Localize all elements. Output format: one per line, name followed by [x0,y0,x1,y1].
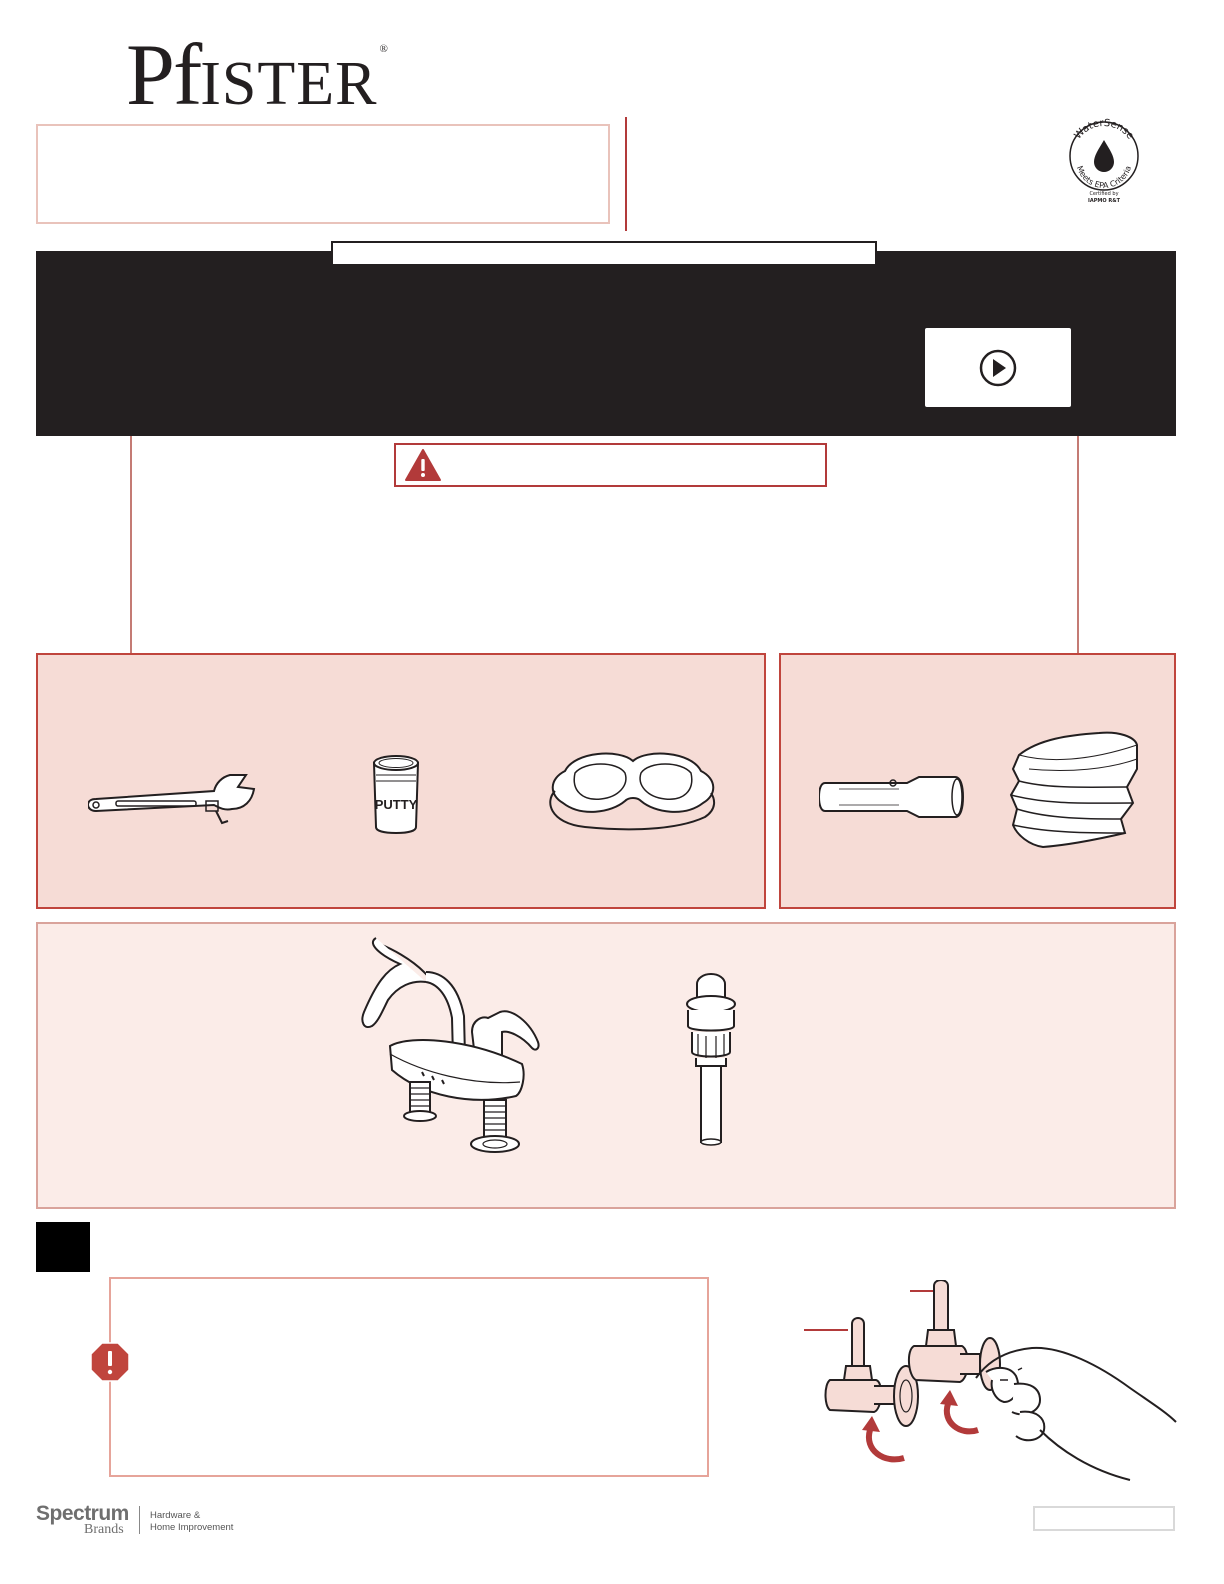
step-number-badge [36,1222,90,1272]
model-info-box [36,124,610,224]
warning-triangle-icon [404,448,442,482]
brand-logo: PfISTER® [126,27,388,124]
exclamation-octagon-icon [90,1342,130,1382]
document-number-box [1033,1506,1175,1531]
division-label: Hardware & Home Improvement [150,1510,234,1533]
connector-line-left [130,436,132,654]
certified-by-label: Certified by [1089,191,1119,197]
watersense-badge [1064,116,1144,206]
warning-box [394,443,827,487]
recommended-tools-panel [36,653,766,909]
putty-jar-icon [368,753,424,835]
note-box [109,1277,709,1477]
certifier-label: IAPMO R&T [1088,198,1120,204]
watch-video-button[interactable] [925,328,1071,407]
putty-label: PUTTY [374,797,418,812]
water-drop-icon [1094,140,1114,172]
header-divider [625,117,627,231]
adjustable-wrench-icon [88,761,258,831]
faucet-icon [352,936,552,1158]
flashlight-icon [819,773,965,821]
shutoff-valves-illustration [800,1280,1180,1490]
play-icon [978,348,1018,388]
spectrum-brands-logo: Spectrum Brands [36,1502,129,1537]
connector-line-right [1077,436,1079,654]
optional-tools-panel [779,653,1176,909]
watersense-label: WaterSense [1072,117,1136,142]
footer-divider [139,1506,140,1534]
banner-tab [331,241,877,266]
safety-goggles-icon [545,745,720,833]
drain-assembly-icon [674,970,748,1150]
rags-icon [1009,729,1145,851]
parts-panel [36,922,1176,1209]
epa-criteria-label: Meets EPA Criteria [1074,164,1134,191]
